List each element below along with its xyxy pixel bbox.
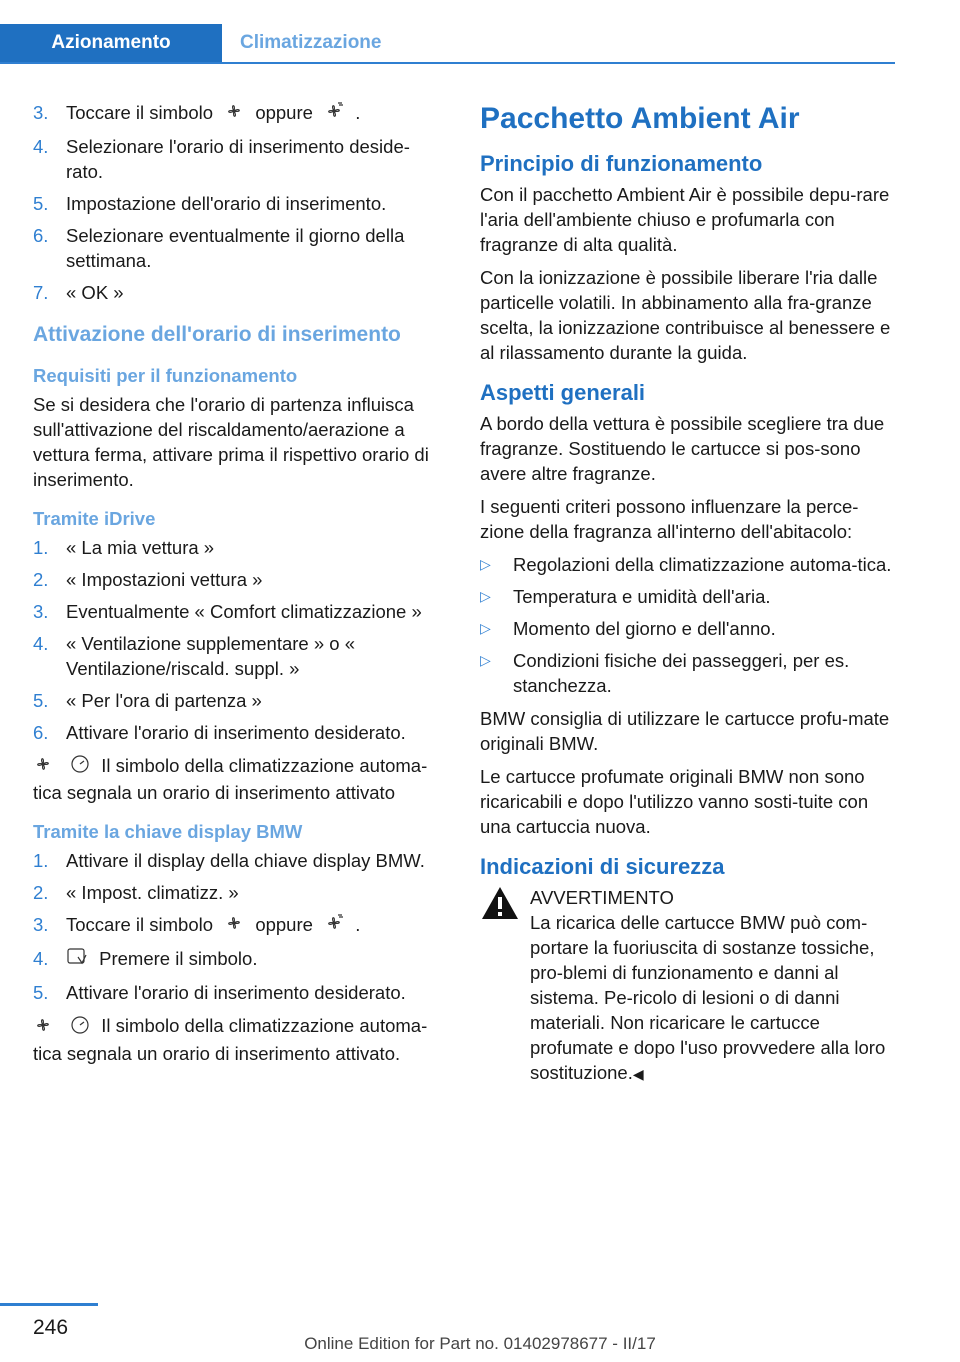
page-number-bar xyxy=(0,1303,98,1306)
warning-text: La ricarica delle cartucce BMW può com-portare la fuoriuscita di sostanze tossiche, pro-blemi di funzionamento e danni al sistema. Pe-ricolo di lesioni o di danni materiali. Non ricaricare le cartucce profumate e dopo l'uso provvedere alla loro sostituzione. xyxy=(530,912,886,1083)
bullet-text: Regolazioni della climatizzazione automa-tica. xyxy=(513,554,892,575)
note-paragraph xyxy=(33,753,445,805)
step-text: . xyxy=(355,102,361,123)
step-number: 1. xyxy=(33,850,49,872)
bullet-marker: ▷ xyxy=(480,556,491,572)
step-text: « La mia vettura » xyxy=(66,537,215,559)
step-text: . xyxy=(355,914,361,936)
list-item xyxy=(33,980,445,1005)
idrive-steps xyxy=(33,535,445,745)
list-item xyxy=(33,223,445,273)
step-text: oppure xyxy=(255,914,313,936)
section-title: Indicazioni di sicurezza xyxy=(480,854,725,879)
step-number: 2. xyxy=(33,882,49,904)
step-text: Toccare il simbolo xyxy=(66,914,214,936)
list-item xyxy=(480,648,892,698)
step-text: Attivare l'orario di inserimento desiderato. xyxy=(66,722,406,744)
bullet-marker: ▷ xyxy=(480,588,491,604)
warning-text-block xyxy=(480,910,892,1087)
paragraph: Con la ionizzazione è possibile liberare l'ria dalle particelle volatili. In abbinamento alla fra-granze scelta, la ionizzazione contribuisce al benessere e al rilassamento durante la guida. xyxy=(480,267,891,363)
step-number: 5. xyxy=(33,982,49,1004)
list-item xyxy=(33,535,445,560)
note-text: Il simbolo della climatizzazione automa-tica segnala un orario di inserimento attivato. xyxy=(33,1015,428,1064)
step-number: 1. xyxy=(33,537,49,559)
key-steps xyxy=(33,848,445,1005)
list-item xyxy=(33,280,445,305)
list-item xyxy=(480,584,892,609)
timer-icon xyxy=(70,1015,90,1041)
timer-icon xyxy=(70,754,90,780)
list-item xyxy=(33,848,445,873)
step-text: Toccare il simbolo xyxy=(66,102,214,123)
fan-high-icon xyxy=(324,913,344,939)
step-text: Attivare l'orario di inserimento desiderato. xyxy=(66,982,406,1004)
bullet-marker: ▷ xyxy=(480,620,491,636)
fan-high-icon xyxy=(324,101,344,127)
bullet-list xyxy=(480,552,892,698)
section-title: Aspetti generali xyxy=(480,380,646,405)
step-number: 4. xyxy=(33,948,49,970)
step-number: 3. xyxy=(33,601,49,623)
bullet-text: Temperatura e umidità dell'aria. xyxy=(513,586,771,607)
step-text: « OK » xyxy=(66,282,124,304)
fan-icon xyxy=(33,1015,53,1041)
steps-list-top xyxy=(33,100,445,305)
page-number: 246 xyxy=(33,1316,69,1339)
step-text: Eventualmente « Comfort climatizzazione » xyxy=(66,601,422,623)
list-item xyxy=(480,552,892,577)
list-item xyxy=(33,688,445,713)
bullet-text: Momento del giorno e dell'anno. xyxy=(513,618,776,639)
step-number: 7. xyxy=(33,282,49,304)
step-text: Impostazione dell'orario di inserimento. xyxy=(66,193,387,215)
step-number: 3. xyxy=(33,102,49,123)
right-column xyxy=(480,100,892,1095)
end-mark: ◀ xyxy=(632,1066,644,1082)
list-item xyxy=(33,567,445,592)
fan-icon xyxy=(33,754,53,780)
subsection-title: Tramite iDrive xyxy=(33,508,156,530)
paragraph: Con il pacchetto Ambient Air è possibile depu-rare l'aria dell'ambiente chiuso e profumarla con fragranze di alta qualità. xyxy=(480,184,890,255)
paragraph: Se si desidera che l'orario di partenza influisca sull'attivazione del riscaldamento/aerazione a vettura ferma, attivare prima il rispettivo orario di inserimento. xyxy=(33,394,429,491)
list-item xyxy=(33,191,445,216)
section-title: Principio di funzionamento xyxy=(480,151,763,176)
paragraph: Le cartucce profumate originali BMW non sono ricaricabili e dopo l'utilizzo vanno sosti-tuite con una cartuccia nuova. xyxy=(480,766,869,837)
page-header xyxy=(0,24,895,64)
confirm-icon xyxy=(66,947,88,973)
footer-edition: Online Edition for Part no. 01402978677 - II/17 xyxy=(304,1334,656,1353)
list-item xyxy=(33,134,445,184)
section-title: Attivazione dell'orario di inserimento xyxy=(33,323,401,347)
list-item xyxy=(33,946,445,973)
warning-icon xyxy=(480,885,520,926)
left-column xyxy=(33,100,445,1074)
step-number: 4. xyxy=(33,633,49,655)
step-number: 5. xyxy=(33,193,49,215)
step-text: « Ventilazione supplementare » o « Ventilazione/riscald. suppl. » xyxy=(66,633,356,680)
note-text: Il simbolo della climatizzazione automa-tica segnala un orario di inserimento attivato xyxy=(33,755,428,804)
step-text: Attivare il display della chiave display BMW. xyxy=(66,850,425,872)
bullet-text: Condizioni fisiche dei passeggeri, per es. stanchezza. xyxy=(513,650,850,696)
subsection-title: Requisiti per il funzionamento xyxy=(33,365,298,387)
list-item xyxy=(33,880,445,905)
step-number: 6. xyxy=(33,722,49,744)
list-item xyxy=(33,720,445,745)
step-number: 4. xyxy=(33,136,49,158)
fan-low-icon xyxy=(224,913,244,939)
warning-label: AVVERTIMENTO xyxy=(530,887,674,908)
step-text: Selezionare l'orario di inserimento deside-rato. xyxy=(66,136,410,183)
list-item xyxy=(480,616,892,641)
chapter-title: Pacchetto Ambient Air xyxy=(480,102,800,135)
list-item xyxy=(33,599,445,624)
step-text: Premere il simbolo. xyxy=(99,948,258,970)
step-text: oppure xyxy=(255,102,313,123)
paragraph: A bordo della vettura è possibile scegliere tra due fragranze. Sostituendo le cartucce si pos-sono avere altre fragranze. xyxy=(480,413,885,484)
step-number: 3. xyxy=(33,914,49,936)
subsection-title: Tramite la chiave display BMW xyxy=(33,821,303,843)
fan-low-icon xyxy=(224,101,244,127)
paragraph: I seguenti criteri possono influenzare la perce-zione della fragranza all'interno dell'abitacolo: xyxy=(480,496,859,542)
list-item xyxy=(33,100,445,127)
step-text: « Impost. climatizz. » xyxy=(66,882,239,904)
list-item xyxy=(33,631,445,681)
step-number: 6. xyxy=(33,225,49,247)
bullet-marker: ▷ xyxy=(480,652,491,668)
step-number: 5. xyxy=(33,690,49,712)
paragraph: BMW consiglia di utilizzare le cartucce profu-mate originali BMW. xyxy=(480,708,890,754)
note-paragraph xyxy=(33,1013,445,1065)
warning-block xyxy=(480,885,892,910)
step-number: 2. xyxy=(33,569,49,591)
list-item xyxy=(33,912,445,939)
chapter-tab-active[interactable]: Azionamento xyxy=(0,24,222,62)
step-text: « Per l'ora di partenza » xyxy=(66,690,262,712)
chapter-tab-section[interactable]: Climatizzazione xyxy=(240,32,382,53)
step-text: « Impostazioni vettura » xyxy=(66,569,263,591)
step-text: Selezionare eventualmente il giorno della settimana. xyxy=(66,225,405,272)
